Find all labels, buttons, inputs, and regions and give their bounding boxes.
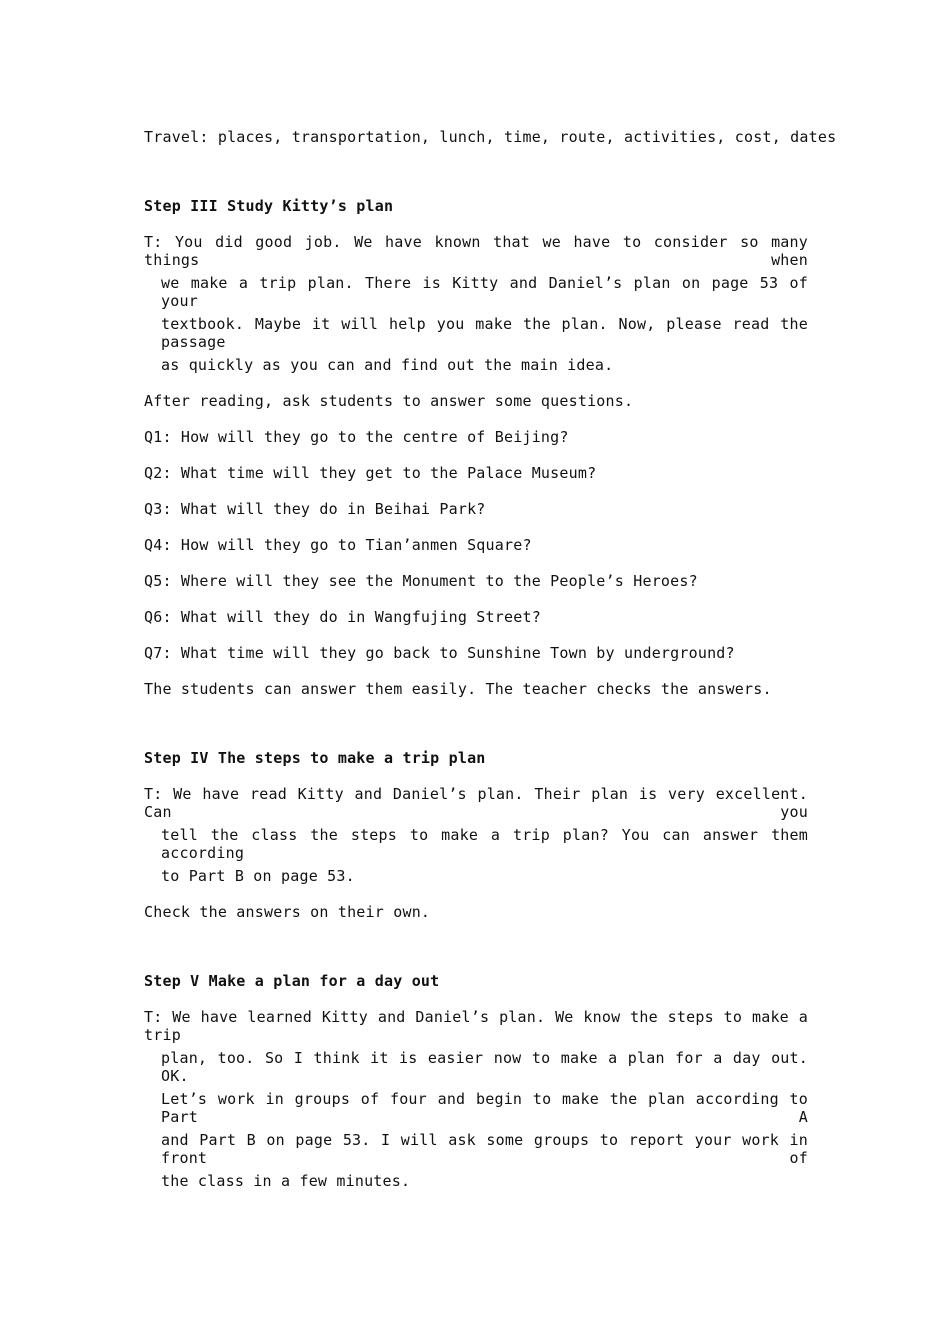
travel-line: Travel: places, transportation, lunch, time, route, activities, cost, dates — [144, 128, 837, 146]
step3-teacher-line-3: textbook. Maybe it will help you make the plan. Now, please read the passage — [161, 315, 808, 351]
question-q6: Q6: What will they do in Wangfujing Street? — [144, 608, 541, 626]
step4-teacher-line-3: to Part B on page 53. — [161, 867, 355, 885]
step4-heading: Step IV The steps to make a trip plan — [144, 749, 486, 767]
question-q5: Q5: Where will they see the Monument to the People’s Heroes? — [144, 572, 698, 590]
step3-teacher-line-1: T: You did good job. We have known that we have to consider so many things when — [144, 233, 808, 269]
step5-heading: Step V Make a plan for a day out — [144, 972, 440, 990]
step3-heading: Step III Study Kitty’s plan — [144, 197, 394, 215]
question-q3: Q3: What will they do in Beihai Park? — [144, 500, 486, 518]
step5-teacher-line-4: and Part B on page 53. I will ask some groups to report your work in front of — [161, 1131, 808, 1167]
step5-teacher-line-1: T: We have learned Kitty and Daniel’s plan. We know the steps to make a trip — [144, 1008, 808, 1044]
step4-closing: Check the answers on their own. — [144, 903, 431, 921]
question-q1: Q1: How will they go to the centre of Beijing? — [144, 428, 569, 446]
step5-teacher-line-5: the class in a few minutes. — [161, 1172, 411, 1190]
step5-teacher-line-3: Let’s work in groups of four and begin to make the plan according to Part A — [161, 1090, 808, 1126]
step4-teacher-line-2: tell the class the steps to make a trip plan? You can answer them according — [161, 826, 808, 862]
step4-teacher-line-1: T: We have read Kitty and Daniel’s plan. Their plan is very excellent. Can you — [144, 785, 808, 821]
question-q4: Q4: How will they go to Tian’anmen Square? — [144, 536, 532, 554]
question-q2: Q2: What time will they get to the Palace Museum? — [144, 464, 597, 482]
step3-teacher-line-2: we make a trip plan. There is Kitty and Daniel’s plan on page 53 of your — [161, 274, 808, 310]
step3-teacher-line-4: as quickly as you can and find out the main idea. — [161, 356, 614, 374]
step3-after-reading: After reading, ask students to answer some questions. — [144, 392, 634, 410]
step5-teacher-line-2: plan, too. So I think it is easier now to make a plan for a day out. OK. — [161, 1049, 808, 1085]
question-q7: Q7: What time will they go back to Sunshine Town by underground? — [144, 644, 735, 662]
step3-closing: The students can answer them easily. The teacher checks the answers. — [144, 680, 772, 698]
